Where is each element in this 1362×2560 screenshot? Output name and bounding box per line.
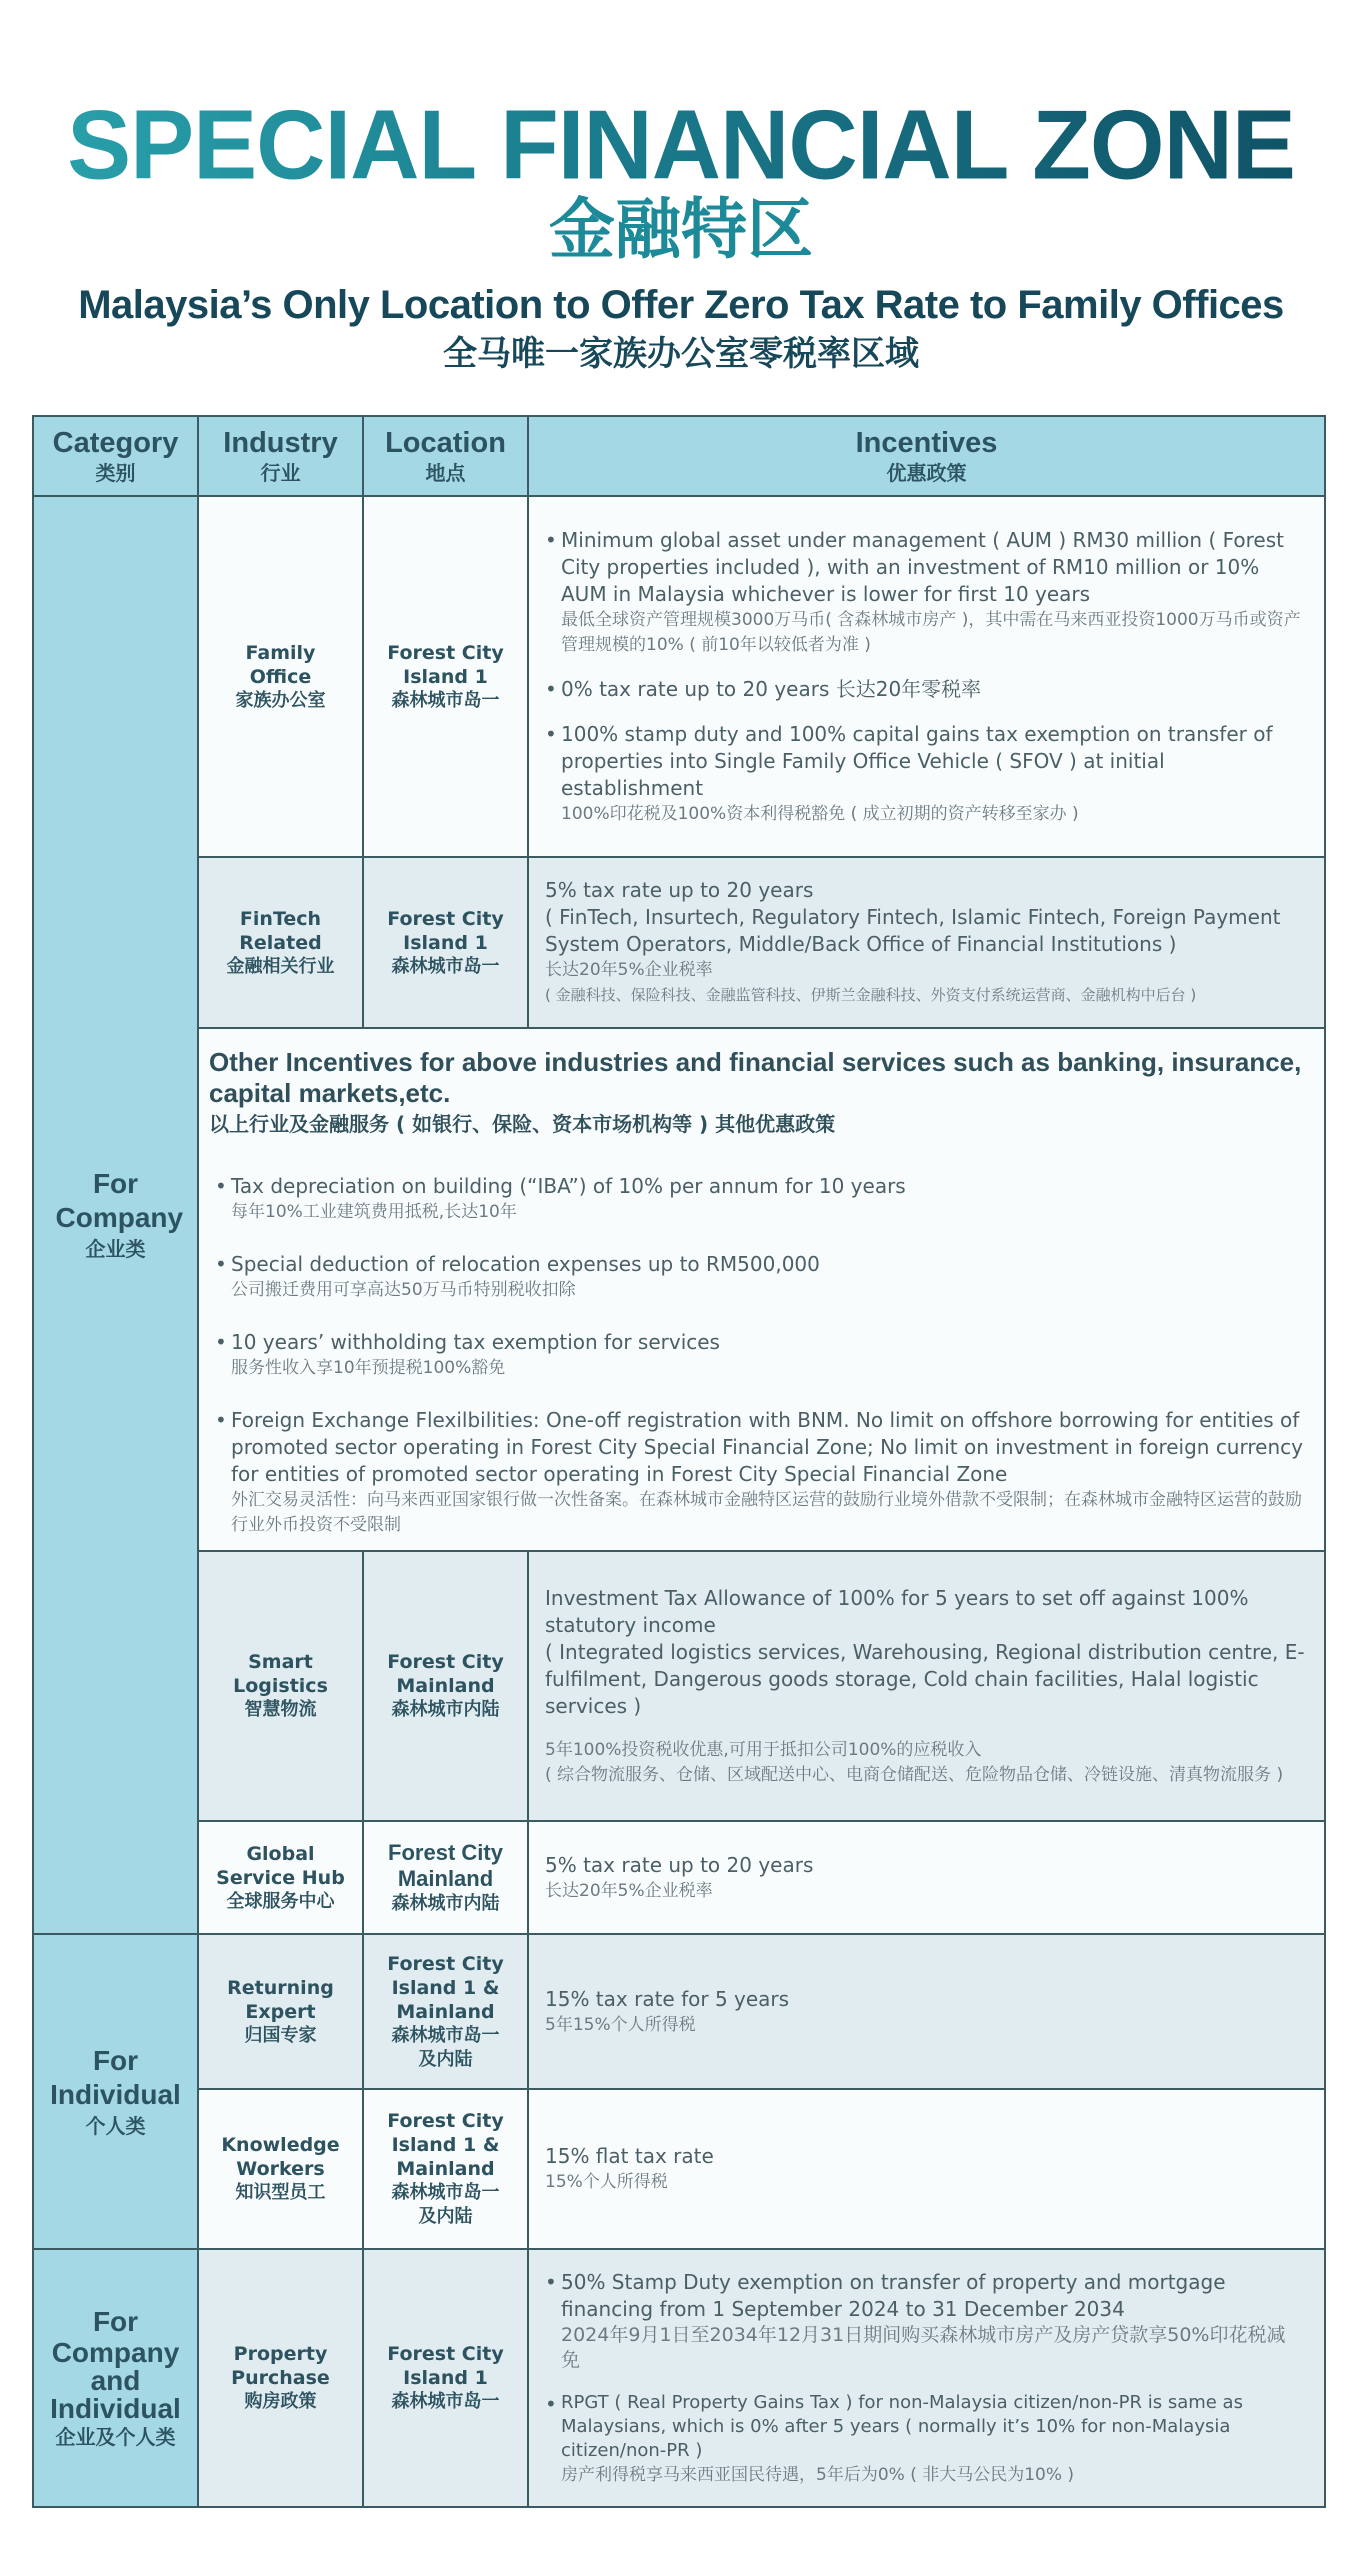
industry-label: Expert: [245, 2000, 316, 2023]
category-label: For: [92, 2306, 139, 2337]
bullet-icon: •: [215, 1408, 227, 1432]
column-header-location: [364, 417, 529, 497]
category-label: Company: [51, 2337, 180, 2368]
location-label-cn: 森林城市岛一: [391, 2024, 500, 2046]
industry-label: Knowledge: [221, 2134, 340, 2156]
industry-label-cn: 归国专家: [244, 2024, 317, 2046]
industry-label: Workers: [236, 2158, 325, 2180]
incentive-bullet: [209, 1173, 1304, 1225]
incentive-text-cn: 长达20年5%企业税率: [545, 960, 713, 980]
category-label: For Company: [55, 1168, 184, 1233]
location-label: Forest City: [387, 2110, 504, 2132]
incentive-text: ( Integrated logistics services, Warehousing, Regional distribution centre, E-fulfilment, Dangerous goods storage, Cold chain facilities, Halal logistic services ): [545, 1639, 1305, 1718]
location-label: Island 1 &: [391, 1976, 500, 1999]
industry-label: Logistics: [233, 1675, 328, 1697]
industry-label: Purchase: [231, 2367, 330, 2389]
incentive-text-cn: 服务性收入享10年预提税100%豁免: [231, 1358, 506, 1378]
incentive-bullet: [545, 2269, 1302, 2373]
location-label: Island 1 &: [391, 2134, 500, 2156]
bullet-icon: •: [215, 1174, 227, 1198]
incentive-text-cn: 5年100%投资税收优惠,可用于抵扣公司100%的应税收入: [545, 1739, 982, 1760]
location-smart-logistics: [364, 1552, 529, 1822]
industry-label: Global: [246, 1842, 315, 1865]
industry-label-cn: 全球服务中心: [226, 1890, 335, 1912]
incentive-text-cn: 最低全球资产管理规模3000万马币( 含森林城市房产 )，其中需在马来西亚投资1000万马币或资产管理规模的10% ( 前10年以较低者为准 ): [561, 609, 1301, 655]
industry-knowledge-workers: [199, 2090, 364, 2250]
location-label-cn: 森林城市岛一: [391, 2391, 500, 2412]
incentive-text: 15% flat tax rate: [545, 2144, 714, 2168]
incentive-text: 5% tax rate up to 20 years: [545, 878, 814, 902]
incentive-text: Special deduction of relocation expenses up to RM500,000: [231, 1252, 820, 1276]
industry-global-service-hub: [199, 1822, 364, 1935]
industry-fintech: [199, 858, 364, 1029]
incentives-knowledge-workers: [529, 2090, 1324, 2250]
location-label-cn: 森林城市岛一: [391, 689, 500, 711]
other-incentives-heading-cn: 以上行业及金融服务 ( 如银行、保险、资本市场机构等 ) 其他优惠政策: [209, 1112, 836, 1136]
incentive-text-cn: 房产利得税享马来西亚国民待遇，5年后为0% ( 非大马公民为10% ): [561, 2464, 1075, 2485]
incentive-text-cn: 每年10%工业建筑费用抵税,长达10年: [231, 1202, 517, 1222]
location-label-cn: 森林城市岛一: [391, 955, 500, 977]
incentive-text-cn: 长达20年5%企业税率: [545, 1880, 713, 1901]
incentive-bullet: [209, 1251, 1304, 1303]
column-header-label: Incentives: [855, 427, 998, 459]
industry-label-cn: 购房政策: [244, 2391, 317, 2412]
page-title-chinese: 金融特区: [549, 191, 813, 268]
incentive-text: 5% tax rate up to 20 years: [545, 1852, 814, 1877]
location-label-cn: 森林城市内陆: [391, 1699, 500, 1720]
location-label: Mainland: [396, 2000, 495, 2023]
incentive-text-cn: 外汇交易灵活性：向马来西亚国家银行做一次性备案。在森林城市金融特区运营的鼓励行业境外借款不受限制；在森林城市金融特区运营的鼓励行业外币投资不受限制: [231, 1490, 1302, 1535]
location-label: Forest City: [387, 1651, 504, 1673]
incentive-text-cn: 5年15%个人所得税: [545, 2014, 696, 2035]
incentive-bullet: [209, 1407, 1304, 1538]
location-label: Forest City: [387, 907, 504, 930]
other-incentives-panel: [199, 1029, 1324, 1552]
location-label-cn: 及内陆: [418, 2048, 473, 2070]
category-for-company: [34, 497, 199, 1935]
industry-label: Office: [249, 665, 312, 688]
incentive-text: ( FinTech, Insurtech, Regulatory Fintech, Islamic Fintech, Foreign Payment System Operators, Middle/Back Office of Financial Institutions ): [545, 905, 1281, 956]
incentive-bullet: [545, 676, 1302, 703]
incentive-text: 100% stamp duty and 100% capital gains tax exemption on transfer of properties into Single Family Office Vehicle ( SFOV ) at initial establishment: [561, 721, 1273, 800]
location-property-purchase: [364, 2250, 529, 2506]
industry-label: Service Hub: [216, 1866, 345, 1889]
incentive-bullet: [545, 2391, 1302, 2488]
industry-label-cn: 智慧物流: [244, 1699, 317, 1720]
column-header-label-cn: 行业: [260, 461, 301, 485]
incentive-text: Minimum global asset under management ( AUM ) RM30 million ( Forest City properties included ), with an investment of RM10 million or 10% AUM in Malaysia whichever is lower for first 10 years: [561, 527, 1284, 606]
page-title: SPECIAL FINANCIAL ZONE: [0, 95, 1362, 197]
category-label: Individual: [50, 2393, 181, 2424]
location-label: Forest City: [387, 1952, 504, 1975]
location-label: Mainland: [397, 1865, 494, 1891]
location-global-service-hub: [364, 1822, 529, 1935]
incentives-table: [32, 415, 1326, 2508]
category-for-individual: [34, 1935, 199, 2250]
location-label-cn: 及内陆: [418, 2206, 473, 2227]
column-header-label-cn: 优惠政策: [886, 461, 967, 485]
bullet-icon: •: [545, 2269, 557, 2294]
location-label: Mainland: [396, 2158, 495, 2180]
incentive-bullet: [209, 1329, 1304, 1381]
incentive-text: RPGT ( Real Property Gains Tax ) for non-Malaysia citizen/non-PR is same as Malaysians, which is 0% after 5 years ( normally it’s 10% for non-Malaysia citizen/non-PR ): [561, 2391, 1243, 2461]
column-header-label: Category: [52, 427, 179, 459]
incentive-text-cn: 2024年9月1日至2034年12月31日期间购买森林城市房产及房产贷款享50%印花税减免: [561, 2323, 1286, 2371]
bullet-icon: •: [545, 2391, 557, 2416]
incentive-bullet: [545, 527, 1302, 658]
incentive-text: Investment Tax Allowance of 100% for 5 years to set off against 100% statutory income: [545, 1585, 1249, 1637]
incentives-global-service-hub: [529, 1822, 1324, 1935]
location-label: Forest City: [388, 1839, 503, 1865]
column-header-label: Industry: [223, 427, 338, 459]
category-label-cn: 企业类: [85, 1237, 146, 1261]
incentive-text: Foreign Exchange Flexilbilities: One-off registration with BNM. No limit on offshore borrowing for entities of promoted sector operating in Forest City Special Financial Zone; No limit on investment in foreign currency for entities of promoted sector operating in Forest City Special Financial Zone: [231, 1408, 1303, 1486]
location-label: Island 1: [403, 931, 488, 954]
industry-label: Property: [233, 2343, 328, 2365]
page-subtitle-chinese: 全马唯一家族办公室零税率区域: [443, 334, 919, 374]
location-label: Mainland: [396, 1675, 495, 1697]
category-label-cn: 企业及个人类: [55, 2425, 176, 2449]
industry-family-office: [199, 497, 364, 858]
bullet-icon: •: [545, 527, 557, 552]
industry-property-purchase: [199, 2250, 364, 2506]
incentive-bullet: [545, 721, 1302, 827]
bullet-icon: •: [545, 721, 557, 746]
incentives-fintech: [529, 858, 1324, 1029]
incentive-text-cn: 100%印花税及100%资本利得税豁免 ( 成立初期的资产转移至家办 ): [561, 803, 1079, 824]
location-returning-expert: [364, 1935, 529, 2090]
industry-label-cn: 知识型员工: [235, 2182, 326, 2203]
location-label: Forest City: [387, 641, 504, 664]
category-label-cn: 个人类: [85, 2113, 146, 2138]
industry-label-cn: 家族办公室: [235, 689, 326, 711]
location-label-cn: 森林城市内陆: [391, 1892, 500, 1914]
incentive-text: 15% tax rate for 5 years: [545, 1986, 790, 2011]
category-for-company-and-individual: [34, 2250, 199, 2506]
location-knowledge-workers: [364, 2090, 529, 2250]
bullet-icon: •: [545, 676, 557, 701]
incentives-smart-logistics: [529, 1552, 1324, 1822]
incentive-text: Tax depreciation on building (“IBA”) of 10% per annum for 10 years: [231, 1174, 906, 1198]
incentive-text: 0% tax rate up to 20 years 长达20年零税率: [561, 676, 982, 701]
column-header-category: [34, 417, 199, 497]
location-label-cn: 森林城市岛一: [391, 2182, 500, 2203]
column-header-industry: [199, 417, 364, 497]
incentives-family-office: [529, 497, 1324, 858]
industry-label: Smart: [248, 1651, 313, 1673]
industry-label: FinTech: [239, 907, 322, 930]
column-header-label-cn: 地点: [425, 461, 466, 485]
location-fintech: [364, 858, 529, 1029]
incentive-text-cn: 公司搬迁费用可享高达50万马币特别税收扣除: [231, 1280, 576, 1300]
incentives-property-purchase: [529, 2250, 1324, 2506]
location-family-office: [364, 497, 529, 858]
industry-label: Family: [245, 641, 316, 664]
incentive-text-cn: ( 综合物流服务、仓储、区域配送中心、电商仓储配送、危险物品仓储、冷链设施、清真物流服务 ): [545, 1764, 1284, 1785]
column-header-incentives: [529, 417, 1324, 497]
incentives-returning-expert: [529, 1935, 1324, 2090]
industry-label: Related: [239, 931, 322, 954]
incentive-text: 10 years’ withholding tax exemption for services: [231, 1330, 720, 1354]
industry-smart-logistics: [199, 1552, 364, 1822]
location-label: Island 1: [403, 665, 488, 688]
industry-label: Returning: [227, 1976, 334, 1999]
column-header-label-cn: 类别: [95, 461, 136, 485]
other-incentives-heading: Other Incentives for above industries and financial services such as banking, insurance, capital markets,etc.: [209, 1047, 1302, 1108]
bullet-icon: •: [215, 1252, 227, 1276]
incentive-text-cn: ( 金融科技、保险科技、金融监管科技、伊斯兰金融科技、外资支付系统运营商、金融机构中后台 ): [545, 986, 1197, 1004]
incentive-text-cn: 15%个人所得税: [545, 2172, 668, 2192]
incentive-text: 50% Stamp Duty exemption on transfer of property and mortgage financing from 1 September 2024 to 31 December 2034: [561, 2269, 1226, 2321]
category-label: For Individual: [50, 2044, 181, 2110]
location-label: Forest City: [387, 2343, 504, 2365]
page-subtitle: Malaysia’s Only Location to Offer Zero Tax Rate to Family Offices: [78, 283, 1284, 327]
column-header-label: Location: [385, 427, 506, 459]
industry-returning-expert: [199, 1935, 364, 2090]
category-label: and: [90, 2365, 141, 2396]
bullet-icon: •: [215, 1330, 227, 1354]
location-label: Island 1: [403, 2367, 488, 2389]
industry-label-cn: 金融相关行业: [226, 955, 335, 977]
